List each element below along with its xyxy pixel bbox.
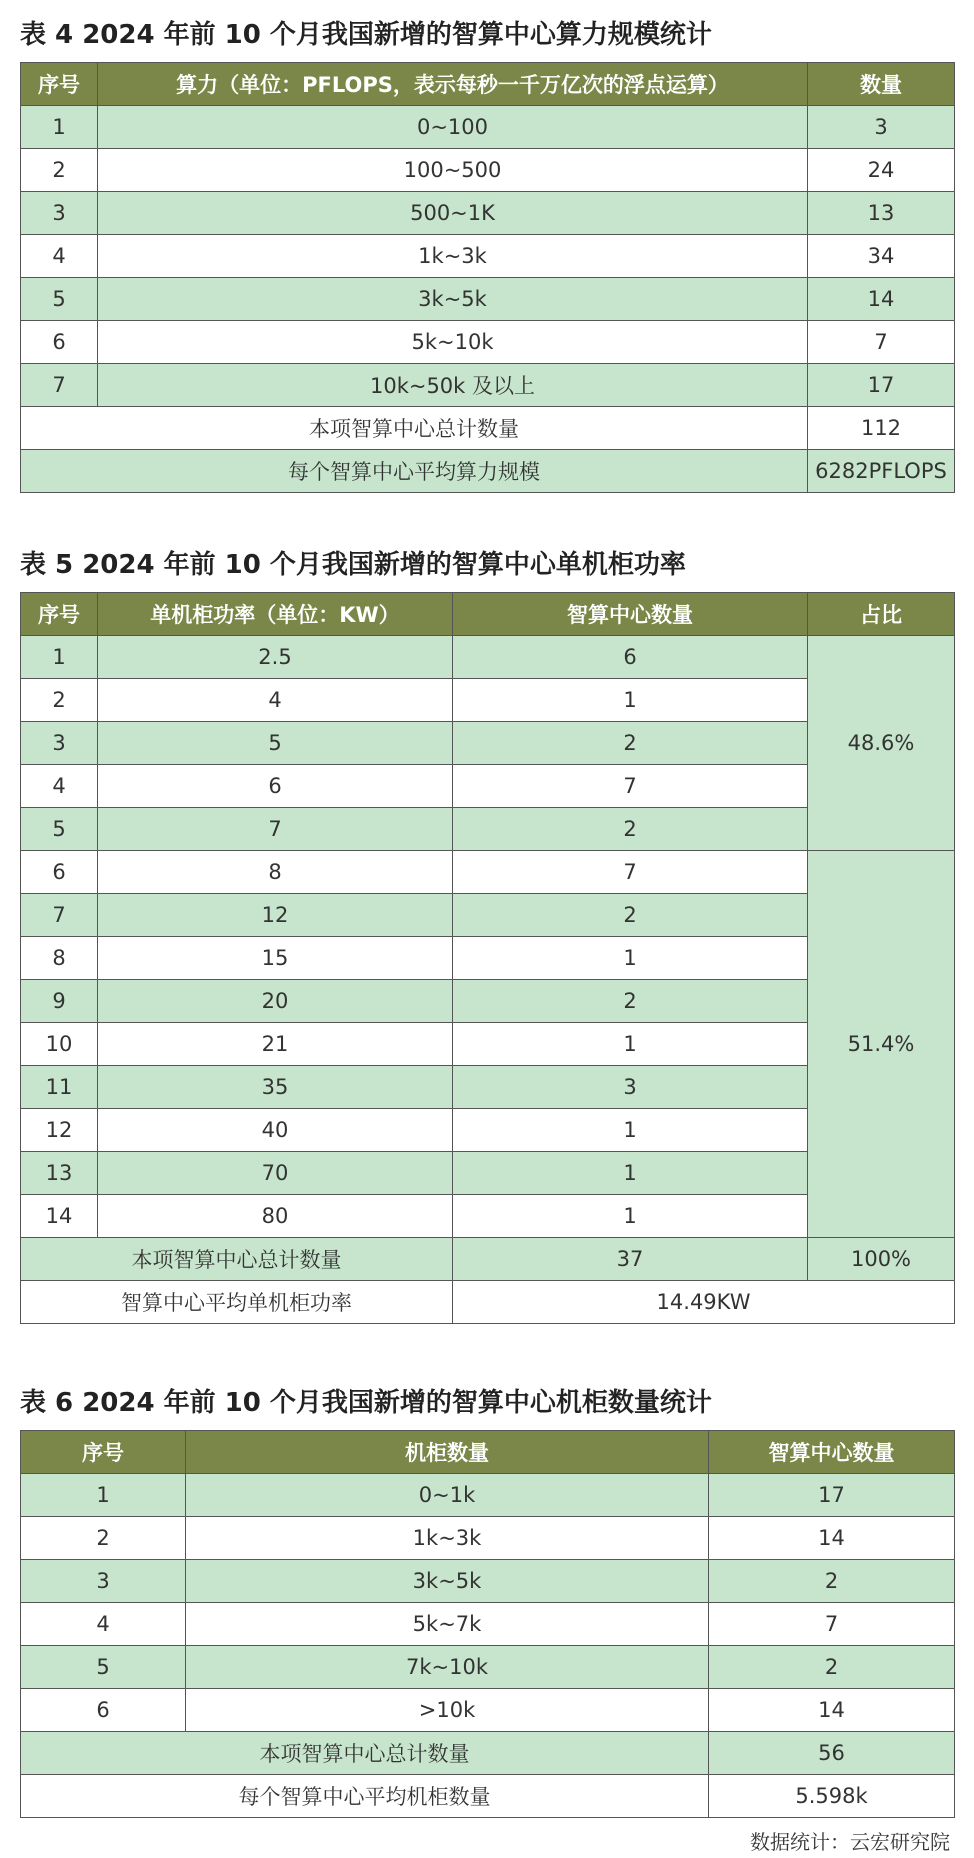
row-index: 7 xyxy=(21,364,98,407)
rack-power: 7 xyxy=(98,808,453,851)
center-count: 17 xyxy=(808,364,955,407)
row-index: 10 xyxy=(21,1023,98,1066)
row-index: 3 xyxy=(21,722,98,765)
rack-power: 5 xyxy=(98,722,453,765)
table5-title: 表 5 2024 年前 10 个月我国新增的智算中心单机柜功率 xyxy=(20,550,686,580)
rack-power: 40 xyxy=(98,1109,453,1152)
table-row xyxy=(21,636,955,679)
total-label: 本项智算中心总计数量 xyxy=(21,1732,709,1775)
average-label: 每个智算中心平均机柜数量 xyxy=(21,1775,709,1818)
row-index: 2 xyxy=(21,679,98,722)
average-label: 每个智算中心平均算力规模 xyxy=(21,450,808,493)
row-index: 2 xyxy=(21,149,98,192)
center-count: 13 xyxy=(808,192,955,235)
row-index: 12 xyxy=(21,1109,98,1152)
table6 xyxy=(20,1430,955,1818)
center-count: 1 xyxy=(453,937,808,980)
table6-header-count: 智算中心数量 xyxy=(709,1431,955,1474)
table-row xyxy=(21,278,955,321)
center-count: 14 xyxy=(808,278,955,321)
center-count: 2 xyxy=(453,894,808,937)
compute-range: 500~1K xyxy=(98,192,808,235)
table-row xyxy=(21,1517,955,1560)
total-value: 37 xyxy=(453,1238,808,1281)
row-index: 6 xyxy=(21,321,98,364)
row-index: 1 xyxy=(21,106,98,149)
compute-range: 1k~3k xyxy=(98,235,808,278)
total-value: 112 xyxy=(808,407,955,450)
center-count: 17 xyxy=(709,1474,955,1517)
row-index: 4 xyxy=(21,235,98,278)
table4-header-index: 序号 xyxy=(21,63,98,106)
center-count: 2 xyxy=(709,1646,955,1689)
rack-power: 20 xyxy=(98,980,453,1023)
table4-total-row xyxy=(21,407,955,450)
total-label: 本项智算中心总计数量 xyxy=(21,407,808,450)
row-index: 5 xyxy=(21,1646,186,1689)
row-index: 1 xyxy=(21,1474,186,1517)
rack-count-range: 5k~7k xyxy=(186,1603,709,1646)
table4-header-count: 数量 xyxy=(808,63,955,106)
rack-power: 70 xyxy=(98,1152,453,1195)
row-index: 5 xyxy=(21,278,98,321)
table-row xyxy=(21,235,955,278)
total-value: 56 xyxy=(709,1732,955,1775)
center-count: 7 xyxy=(453,765,808,808)
table4-header-row xyxy=(21,63,955,106)
table-row xyxy=(21,851,955,894)
rack-count-range: 3k~5k xyxy=(186,1560,709,1603)
row-index: 14 xyxy=(21,1195,98,1238)
table5 xyxy=(20,592,955,1324)
rack-power: 2.5 xyxy=(98,636,453,679)
compute-range: 10k~50k 及以上 xyxy=(98,364,808,407)
table-row xyxy=(21,1646,955,1689)
table-row xyxy=(21,1603,955,1646)
row-index: 6 xyxy=(21,1689,186,1732)
table6-average-row xyxy=(21,1775,955,1818)
compute-range: 0~100 xyxy=(98,106,808,149)
rack-power: 8 xyxy=(98,851,453,894)
rack-power: 4 xyxy=(98,679,453,722)
center-count: 14 xyxy=(709,1517,955,1560)
row-index: 1 xyxy=(21,636,98,679)
table6-title: 表 6 2024 年前 10 个月我国新增的智算中心机柜数量统计 xyxy=(20,1388,712,1418)
rack-count-range: 7k~10k xyxy=(186,1646,709,1689)
center-count: 7 xyxy=(453,851,808,894)
center-count: 24 xyxy=(808,149,955,192)
row-index: 2 xyxy=(21,1517,186,1560)
center-count: 3 xyxy=(453,1066,808,1109)
center-count: 7 xyxy=(808,321,955,364)
center-count: 34 xyxy=(808,235,955,278)
center-count: 3 xyxy=(808,106,955,149)
row-index: 9 xyxy=(21,980,98,1023)
center-count: 2 xyxy=(453,722,808,765)
table4-header-compute: 算力（单位：PFLOPS，表示每秒一千万亿次的浮点运算） xyxy=(98,63,808,106)
data-source-note: 数据统计：云宏研究院 xyxy=(750,1830,950,1854)
row-index: 6 xyxy=(21,851,98,894)
share-group-1: 48.6% xyxy=(808,636,955,851)
compute-range: 5k~10k xyxy=(98,321,808,364)
rack-count-range: >10k xyxy=(186,1689,709,1732)
table-row xyxy=(21,1689,955,1732)
average-value: 6282PFLOPS xyxy=(808,450,955,493)
average-value: 14.49KW xyxy=(453,1281,955,1324)
table5-header-count: 智算中心数量 xyxy=(453,593,808,636)
row-index: 13 xyxy=(21,1152,98,1195)
center-count: 7 xyxy=(709,1603,955,1646)
table-row xyxy=(21,364,955,407)
center-count: 1 xyxy=(453,1023,808,1066)
rack-power: 6 xyxy=(98,765,453,808)
rack-count-range: 1k~3k xyxy=(186,1517,709,1560)
compute-range: 3k~5k xyxy=(98,278,808,321)
row-index: 8 xyxy=(21,937,98,980)
row-index: 7 xyxy=(21,894,98,937)
rack-power: 12 xyxy=(98,894,453,937)
table4-average-row xyxy=(21,450,955,493)
table-row xyxy=(21,192,955,235)
row-index: 4 xyxy=(21,765,98,808)
center-count: 2 xyxy=(453,980,808,1023)
row-index: 3 xyxy=(21,1560,186,1603)
average-label: 智算中心平均单机柜功率 xyxy=(21,1281,453,1324)
table-row xyxy=(21,149,955,192)
table-row xyxy=(21,321,955,364)
row-index: 4 xyxy=(21,1603,186,1646)
rack-count-range: 0~1k xyxy=(186,1474,709,1517)
table6-header-index: 序号 xyxy=(21,1431,186,1474)
rack-power: 15 xyxy=(98,937,453,980)
table5-total-row xyxy=(21,1238,955,1281)
table6-header-racks: 机柜数量 xyxy=(186,1431,709,1474)
rack-power: 80 xyxy=(98,1195,453,1238)
center-count: 6 xyxy=(453,636,808,679)
total-share: 100% xyxy=(808,1238,955,1281)
center-count: 2 xyxy=(453,808,808,851)
row-index: 11 xyxy=(21,1066,98,1109)
center-count: 1 xyxy=(453,679,808,722)
share-group-2: 51.4% xyxy=(808,851,955,1238)
center-count: 14 xyxy=(709,1689,955,1732)
table4-title: 表 4 2024 年前 10 个月我国新增的智算中心算力规模统计 xyxy=(20,20,712,50)
center-count: 2 xyxy=(709,1560,955,1603)
table6-total-row xyxy=(21,1732,955,1775)
rack-power: 35 xyxy=(98,1066,453,1109)
row-index: 5 xyxy=(21,808,98,851)
table-row xyxy=(21,106,955,149)
table-row xyxy=(21,1560,955,1603)
rack-power: 21 xyxy=(98,1023,453,1066)
table5-header-share: 占比 xyxy=(808,593,955,636)
total-label: 本项智算中心总计数量 xyxy=(21,1238,453,1281)
table6-header-row xyxy=(21,1431,955,1474)
table5-average-row xyxy=(21,1281,955,1324)
compute-range: 100~500 xyxy=(98,149,808,192)
center-count: 1 xyxy=(453,1109,808,1152)
average-value: 5.598k xyxy=(709,1775,955,1818)
table5-header-row xyxy=(21,593,955,636)
row-index: 3 xyxy=(21,192,98,235)
center-count: 1 xyxy=(453,1152,808,1195)
table5-header-power: 单机柜功率（单位：KW） xyxy=(98,593,453,636)
table5-header-index: 序号 xyxy=(21,593,98,636)
center-count: 1 xyxy=(453,1195,808,1238)
table-row xyxy=(21,1474,955,1517)
table4 xyxy=(20,62,955,493)
